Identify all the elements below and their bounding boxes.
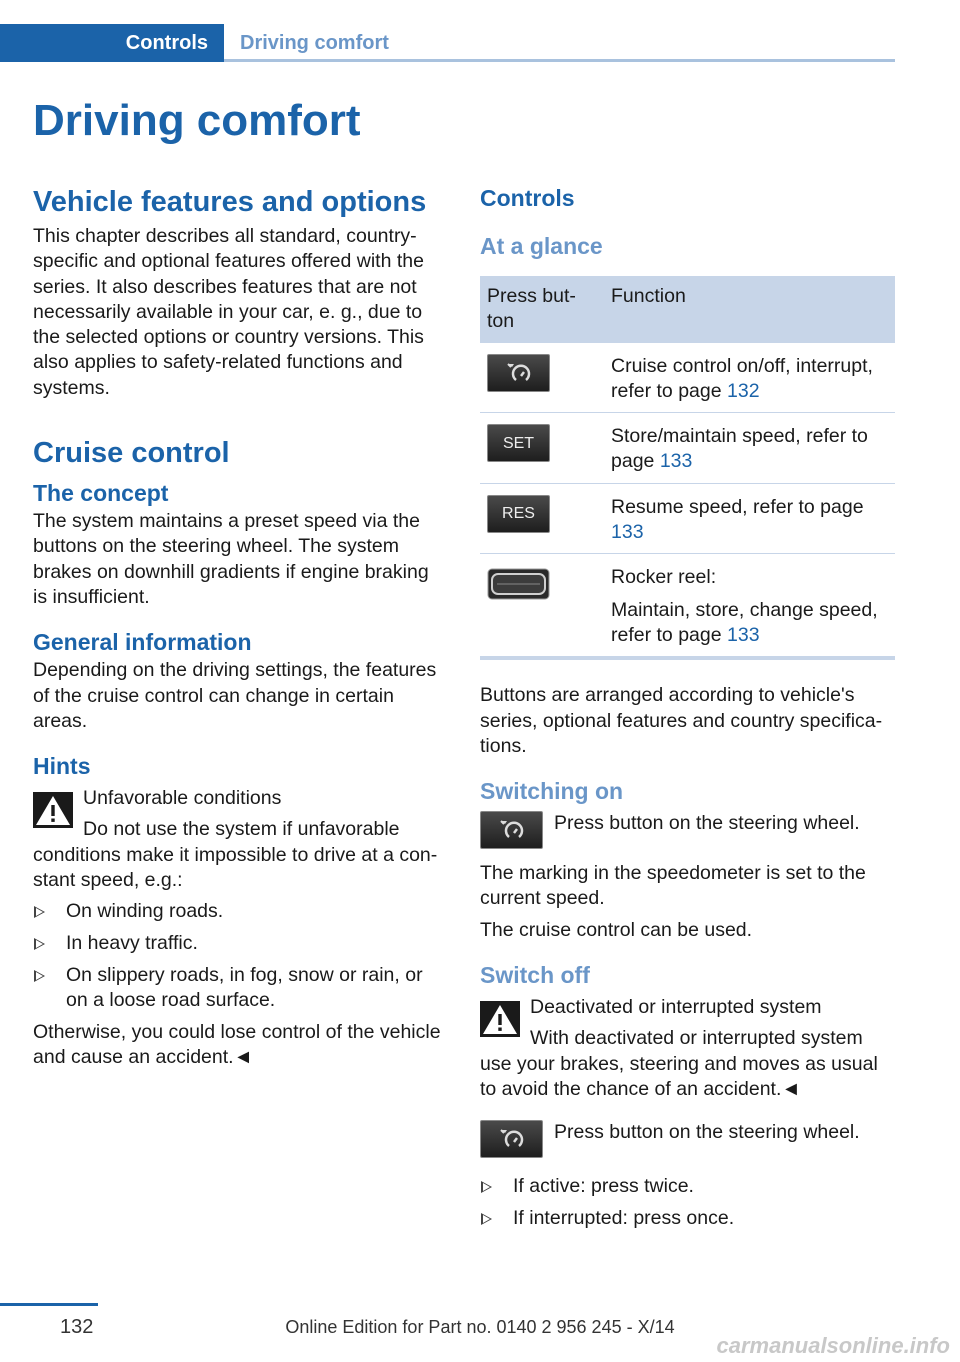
bullet-triangle-icon — [481, 1181, 492, 1193]
switch-off-instruction: Press button on the steering wheel. — [480, 1120, 895, 1160]
bullet-triangle-icon — [34, 938, 45, 950]
warning-triangle-icon — [480, 1001, 520, 1037]
bullet-triangle-icon — [34, 906, 45, 918]
table-row — [480, 483, 895, 554]
page-link[interactable]: 133 — [727, 623, 760, 646]
page-number: 132 — [60, 1316, 94, 1338]
function-cell: Store/maintain speed, refer to page 133 — [604, 413, 895, 484]
warning-title: Unfavorable conditions — [83, 787, 282, 810]
concept-text: The system maintains a preset speed via the buttons on the steering wheel. The system brakes on downhill gradients if engine braking is insufficient. — [33, 510, 429, 608]
hints-heading: Hints — [33, 753, 91, 780]
list-item: On winding roads. — [33, 899, 448, 924]
closing-text: Otherwise, you could lose control of the vehicle and cause an accident.◄ — [33, 1021, 441, 1069]
header-section: Driving comfort — [240, 32, 389, 54]
list-item: If active: press twice. — [480, 1174, 895, 1199]
res-button-icon: RES — [487, 495, 550, 533]
function-cell: Cruise control on/off, interrupt, refer to page 132 — [604, 343, 895, 413]
at-a-glance-heading: At a glance — [480, 233, 603, 259]
switch-off-list — [480, 1174, 895, 1231]
edition-text: Online Edition for Part no. 0140 2 956 245 - X/14 — [285, 1317, 675, 1337]
controls-table — [480, 276, 895, 660]
right-column — [480, 180, 895, 1238]
general-info-text: Depending on the driving settings, the features of the cruise control can change in certain areas. — [33, 659, 437, 732]
function-cell: Resume speed, refer to page 133 — [604, 483, 895, 554]
warning-title: Deactivated or interrupted system — [530, 996, 822, 1019]
switch-off-heading: Switch off — [480, 962, 590, 989]
running-header — [0, 24, 895, 62]
watermark: carmanualsonline.info — [716, 1333, 950, 1358]
set-button-icon: SET — [487, 424, 550, 462]
controls-heading: Controls — [480, 185, 575, 211]
warning-block — [480, 995, 895, 1052]
marking-text: The marking in the speedometer is set to the current speed. — [480, 862, 866, 910]
warning-triangle-icon — [33, 792, 73, 828]
warning-text: conditions make it impossible to drive at a con-stant speed, e.g.: — [33, 843, 438, 892]
cruise-control-heading: Cruise control — [33, 437, 230, 470]
cruise-control-button-icon — [480, 811, 543, 849]
table-row — [480, 343, 895, 413]
vehicle-features-text: This chapter describes all standard, country-specific and optional features offered with the series. It also describes features that are not necessarily available in your car, e. g., due to the selected options or country versions. This also applies to safety-related functions and systems. — [33, 225, 424, 399]
arranged-text: Buttons are arranged according to vehicle's series, optional features and country specifica-tions. — [480, 684, 883, 757]
vehicle-features-heading: Vehicle features and options — [33, 186, 427, 218]
function-cell: Rocker reel: Maintain, store, change speed, refer to page 133 — [604, 554, 895, 658]
header-rule — [224, 59, 895, 62]
column-header-function: Function — [604, 276, 895, 343]
warning-text-start: With deactivated or interrupted system — [530, 1027, 863, 1050]
page-link[interactable]: 132 — [727, 379, 760, 402]
warning-text-start: Do not use the system if unfavorable — [83, 818, 400, 841]
can-use-text: The cruise control can be used. — [480, 918, 753, 941]
column-header-button: Press but- ton — [480, 276, 604, 343]
switch-on-instruction: Press button on the steering wheel. — [480, 811, 895, 851]
list-item: In heavy traffic. — [33, 931, 448, 956]
conditions-list — [33, 899, 448, 1013]
bullet-triangle-icon — [34, 970, 45, 982]
bullet-triangle-icon — [481, 1213, 492, 1225]
list-item: On slippery roads, in fog, snow or rain, or on a loose road surface. — [33, 963, 448, 1014]
left-column — [33, 180, 448, 1071]
footer-rule — [0, 1303, 98, 1306]
cruise-control-button-icon — [487, 354, 550, 392]
concept-heading: The concept — [33, 480, 169, 507]
page-link[interactable]: 133 — [611, 521, 644, 544]
warning-text: use your brakes, steering and moves as usual to avoid the chance of an accident.◄ — [480, 1052, 878, 1100]
page-title: Driving comfort — [33, 96, 361, 145]
list-item: If interrupted: press once. — [480, 1206, 895, 1231]
page-link[interactable]: 133 — [659, 450, 693, 473]
header-chapter-tab: Controls — [0, 24, 224, 62]
warning-block — [33, 786, 448, 843]
cruise-control-button-icon — [480, 1120, 543, 1158]
rocker-reel-icon — [487, 565, 550, 603]
switching-on-heading: Switching on — [480, 778, 624, 805]
table-row — [480, 413, 895, 484]
table-row — [480, 554, 895, 658]
general-info-heading: General information — [33, 629, 252, 656]
